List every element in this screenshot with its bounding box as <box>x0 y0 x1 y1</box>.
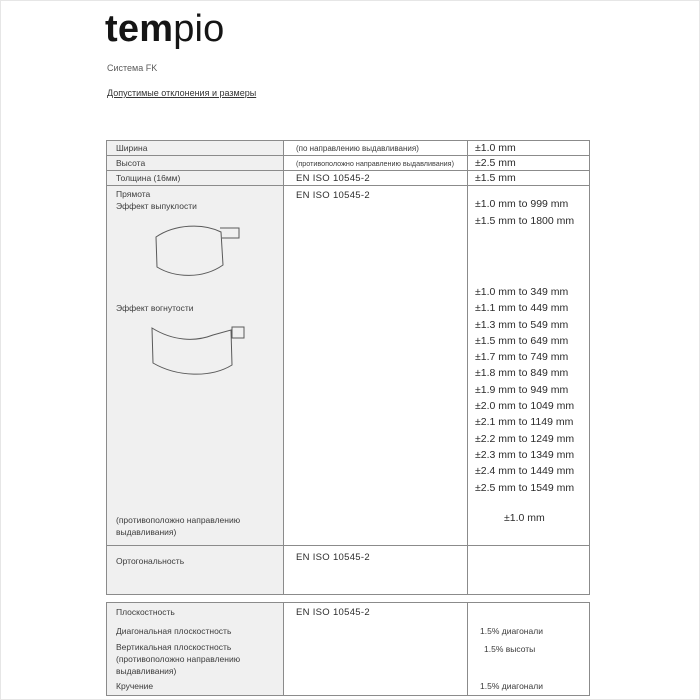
flatness-values-cell <box>468 603 589 695</box>
row-method-thickness: EN ISO 10545-2 <box>284 171 468 185</box>
concave-value: ±2.4 mm to 1449 mm <box>475 465 575 478</box>
concave-value: ±1.7 mm to 749 mm <box>475 351 569 364</box>
flatness-standard-cell <box>284 603 468 695</box>
table-row-flatness <box>107 603 589 695</box>
row-label-thickness: Толщина (16мм) <box>107 171 284 185</box>
flatness-standard: EN ISO 10545-2 <box>296 607 370 618</box>
convex-effect-label: Эффект выпуклости <box>116 201 197 211</box>
orthogonality-value-cell <box>468 546 589 594</box>
concave-effect-diagram <box>149 324 247 378</box>
straightness-standard: EN ISO 10545-2 <box>296 190 370 201</box>
logo-light-part: pio <box>173 8 225 50</box>
orthogonality-label: Ортогональность <box>116 556 185 566</box>
straightness-standard-cell <box>284 186 468 545</box>
convex-effect-diagram <box>151 220 241 282</box>
concave-value: ±2.1 mm to 1149 mm <box>475 416 574 429</box>
table-row-height <box>107 156 589 171</box>
concave-value: ±2.3 mm to 1349 mm <box>475 448 575 461</box>
concave-value: ±2.2 mm to 1249 mm <box>475 432 575 445</box>
straightness-opposite-value: ±1.0 mm <box>504 512 545 524</box>
concave-value: ±1.0 mm to 349 mm <box>475 286 569 298</box>
concave-value: ±1.8 mm to 849 mm <box>475 367 569 380</box>
concave-value: ±1.5 mm to 649 mm <box>475 334 569 347</box>
tolerances-link[interactable]: Допустимые отклонения и размеры <box>107 88 257 98</box>
tempio-logo <box>105 9 225 51</box>
row-method-height: (противоположно направлению выдавливания) <box>284 156 468 170</box>
row-value-height: ±2.5 mm <box>475 157 516 169</box>
twist-value: 1.5% диагонали <box>480 681 543 691</box>
flatness-table <box>106 602 590 696</box>
concave-value: ±1.3 mm to 549 mm <box>475 318 569 331</box>
row-method-width: (по направлению выдавливания) <box>284 141 468 155</box>
flatness-label-cell <box>107 603 284 695</box>
flatness-title: Плоскостность <box>116 607 175 617</box>
concave-value: ±2.0 mm to 1049 mm <box>475 400 575 413</box>
row-label-width: Ширина <box>107 141 284 155</box>
orthogonality-standard: EN ISO 10545-2 <box>296 552 370 563</box>
convex-values-list <box>475 196 574 230</box>
row-value-width: ±1.0 mm <box>475 142 516 154</box>
convex-value: ±1.0 mm to 999 mm <box>475 198 569 210</box>
straightness-values-cell <box>468 186 589 545</box>
table-row-width <box>107 141 589 156</box>
table-row-thickness <box>107 171 589 186</box>
orthogonality-label-cell <box>107 546 284 594</box>
table-row-straightness <box>107 186 589 546</box>
orthogonality-standard-cell <box>284 546 468 594</box>
concave-values-list <box>475 284 574 496</box>
vertical-flatness-value: 1.5% высоты <box>484 644 536 654</box>
row-value-thickness: ±1.5 mm <box>475 172 516 184</box>
vertical-flatness-label: Вертикальная плоскостность (противоположно направлению выдавливания) <box>116 642 241 676</box>
straightness-opposite-label: (противоположно направлению выдавливания) <box>116 515 241 537</box>
system-name: Система FK <box>107 63 158 73</box>
row-label-height: Высота <box>107 156 284 170</box>
twist-label: Кручение <box>116 681 154 691</box>
diagonal-flatness-label: Диагональная плоскостность <box>116 626 232 636</box>
diagonal-flatness-value: 1.5% диагонали <box>480 626 543 636</box>
concave-value: ±1.9 mm to 949 mm <box>475 383 569 396</box>
concave-value: ±2.5 mm to 1549 mm <box>475 481 575 494</box>
table-row-orthogonality <box>107 546 589 594</box>
convex-value: ±1.5 mm to 1800 mm <box>475 215 575 227</box>
straightness-title: Прямота <box>116 189 151 199</box>
straightness-label-cell <box>107 186 284 545</box>
concave-effect-label: Эффект вогнутости <box>116 303 194 313</box>
logo-bold-part: tem <box>105 8 174 50</box>
tolerances-table <box>106 140 590 595</box>
concave-value: ±1.1 mm to 449 mm <box>475 302 569 315</box>
